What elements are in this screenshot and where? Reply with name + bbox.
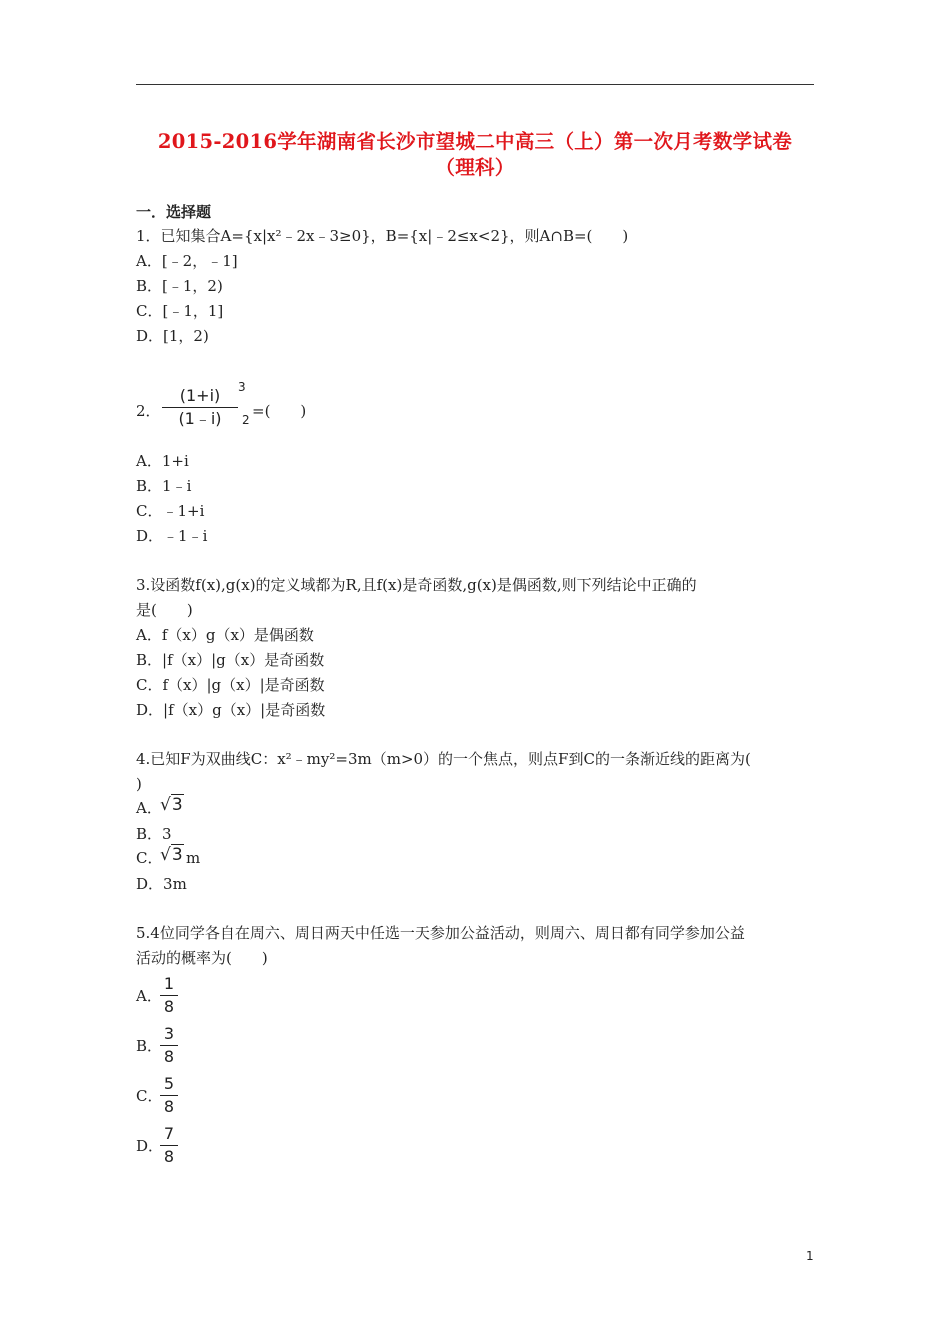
radicand: 3	[171, 845, 183, 865]
question-5-option-b-fraction	[160, 1024, 178, 1067]
fraction-denominator: (1﹣i)	[178, 409, 222, 428]
fraction-denominator: 8	[163, 1147, 175, 1166]
sqrt-symbol: √3	[160, 845, 183, 865]
question-1-option-b: B．[﹣1，2)	[136, 277, 223, 295]
question-1-stem: 1．已知集合A={x|x²﹣2x﹣3≥0}，B={x|﹣2≤x<2}，则A∩B=( )	[136, 227, 629, 245]
question-5-option-c-label: C．	[136, 1087, 163, 1105]
question-3-option-c: C．f（x）|g（x）|是奇函数	[136, 676, 325, 694]
question-5-option-c-fraction	[160, 1074, 178, 1117]
question-4-option-c-label: C．	[136, 849, 163, 867]
fraction-denominator: 8	[163, 1047, 175, 1066]
page-number: 1	[806, 1249, 814, 1263]
fraction-bar	[160, 1145, 178, 1146]
question-2-fraction	[162, 386, 238, 429]
header-rule	[136, 84, 814, 85]
question-2-option-d: D．﹣1﹣i	[136, 527, 208, 545]
question-4-option-d: D．3m	[136, 875, 187, 893]
question-2-option-c: C．﹣1+i	[136, 502, 205, 520]
fraction-numerator: 7	[163, 1124, 175, 1143]
fraction-numerator: (1+i)	[179, 386, 221, 405]
fraction-bar	[162, 407, 238, 408]
question-3-option-a: A．f（x）g（x）是偶函数	[136, 626, 314, 644]
numerator-exponent: 3	[238, 380, 246, 394]
fraction-numerator: 5	[163, 1074, 175, 1093]
question-1-option-c: C．[﹣1，1]	[136, 302, 224, 320]
fraction-denominator: 8	[163, 1097, 175, 1116]
question-3-option-b: B．|f（x）|g（x）是奇函数	[136, 651, 325, 669]
question-5-option-d-label: D．	[136, 1137, 164, 1155]
question-5-option-d-fraction	[160, 1124, 178, 1167]
question-5-option-b-label: B．	[136, 1037, 163, 1055]
exam-title-line1: 2015-2016学年湖南省长沙市望城二中高三（上）第一次月考数学试卷	[157, 130, 793, 153]
fraction-bar	[160, 995, 178, 996]
question-2-suffix: =( )	[252, 402, 307, 420]
question-5-stem-line1: 5.4位同学各自在周六、周日两天中任选一天参加公益活动，则周六、周日都有同学参加公益	[136, 924, 745, 942]
exam-title-line2: （理科）	[435, 156, 515, 179]
radicand: 3	[171, 795, 183, 815]
fraction-numerator: 1	[163, 974, 175, 993]
sqrt-symbol: √3	[160, 795, 183, 815]
question-2-option-a: A．1+i	[136, 452, 189, 470]
fraction-numerator: 3	[163, 1024, 175, 1043]
question-4-stem-line1: 4.已知F为双曲线C：x²﹣my²=3m（m>0）的一个焦点，则点F到C的一条渐近线的距离为(	[136, 750, 751, 768]
section-heading: 一．选择题	[136, 203, 212, 221]
fraction-bar	[160, 1045, 178, 1046]
question-2-prefix: 2．	[136, 402, 161, 420]
question-1-option-d: D．[1，2)	[136, 327, 209, 345]
question-3-stem-line2: 是( )	[136, 601, 193, 619]
question-5-stem-line2: 活动的概率为( )	[136, 949, 268, 967]
question-4-stem-line2: )	[136, 775, 142, 793]
question-2-option-b: B．1﹣i	[136, 477, 192, 495]
question-4-option-c-suffix: m	[186, 849, 201, 867]
question-3-option-d: D．|f（x）g（x）|是奇函数	[136, 701, 326, 719]
fraction-denominator: 8	[163, 997, 175, 1016]
question-1-option-a: A．[﹣2，﹣1]	[136, 252, 238, 270]
denominator-exponent: 2	[242, 413, 250, 427]
question-4-option-b: B．3	[136, 825, 172, 843]
fraction-bar	[160, 1095, 178, 1096]
question-3-stem-line1: 3.设函数f(x),g(x)的定义域都为R,且f(x)是奇函数,g(x)是偶函数,则下列结论中正确的	[136, 576, 697, 594]
question-5-option-a-label: A．	[136, 987, 162, 1005]
question-5-option-a-fraction	[160, 974, 178, 1017]
question-4-option-a-label: A．	[136, 799, 162, 817]
